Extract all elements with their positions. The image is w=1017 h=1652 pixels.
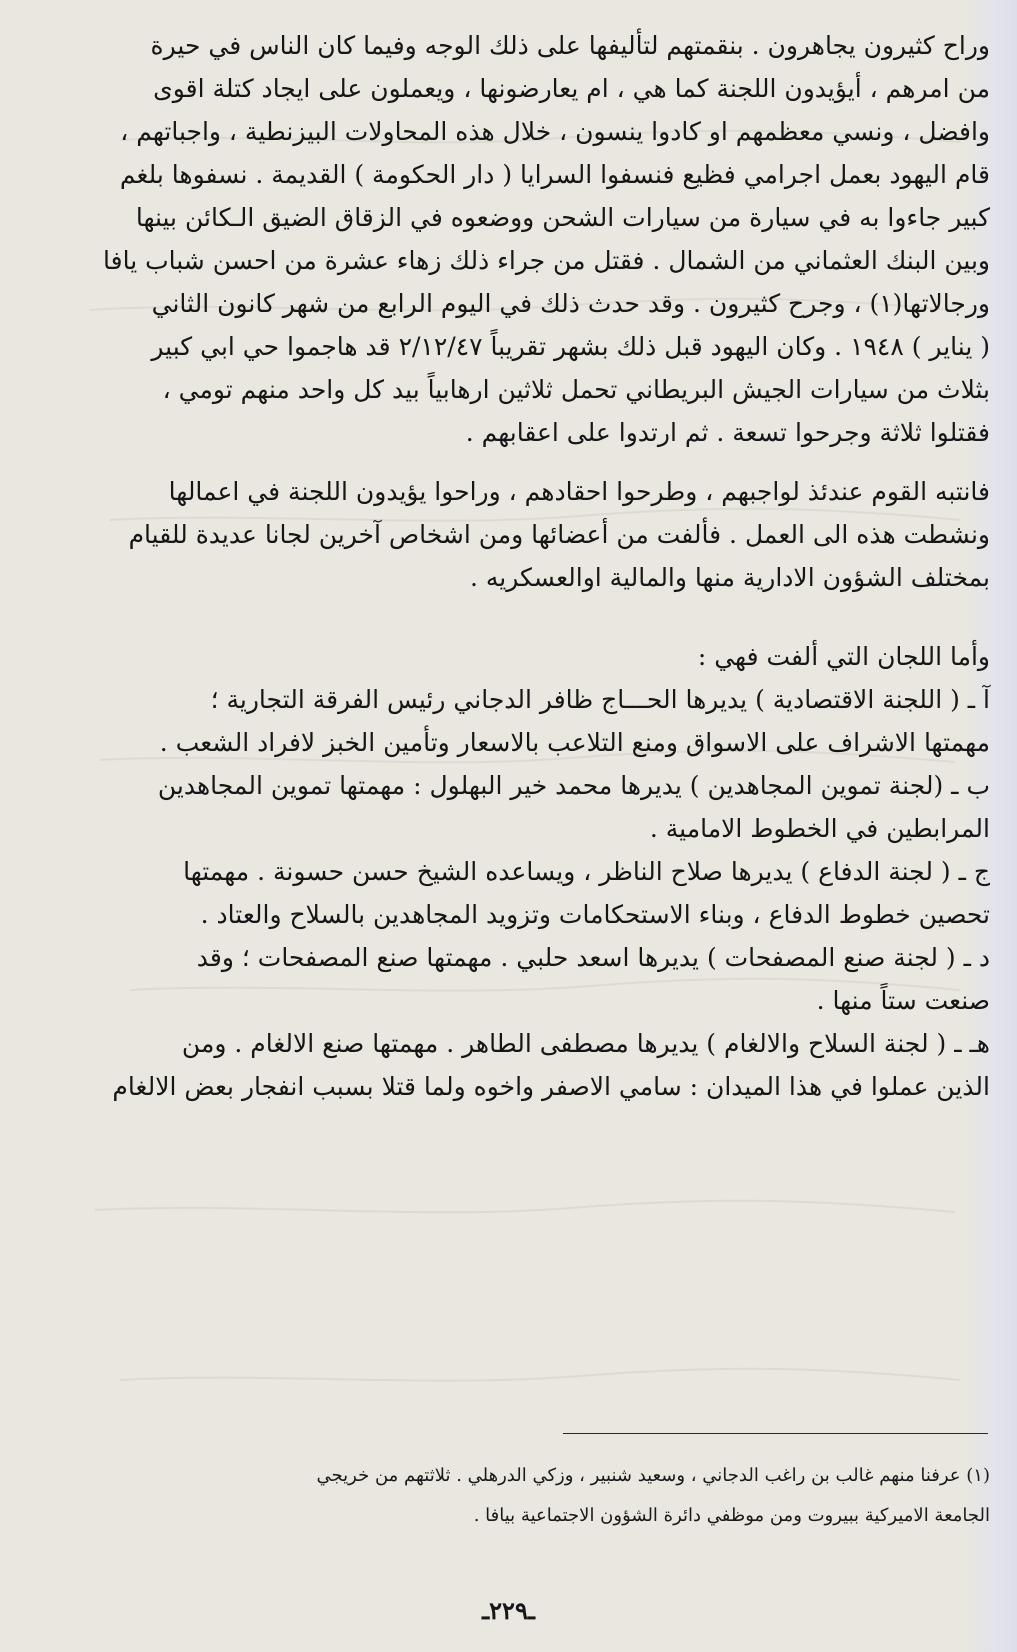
text-line: بمختلف الشؤون الادارية منها والمالية اوالعسكريه . [469,563,990,592]
text-line: الذين عملوا في هذا الميدان : سامي الاصفر واخوه ولما قتلا بسبب انفجار بعض الالغام [112,1072,990,1101]
text-line: وراح كثيرون يجاهرون . بنقمتهم لتأليفها على ذلك الوجه وفيما كان الناس في حيرة [150,31,990,60]
text-line: ب ـ (لجنة تموين المجاهدين ) يديرها محمد خير البهلول : مهمتها تموين المجاهدين [157,771,990,800]
text-line: ( يناير ) ١٩٤٨ . وكان اليهود قبل ذلك بشهر تقريباً ٢/١٢/٤٧ قد هاجموا حي ابي كبير [151,332,990,361]
text-line: ونشطت هذه الى العمل . فألفت من أعضائها ومن اشخاص آخرين لجانا عديدة للقيام [128,520,990,549]
text-line: كبير جاءوا به في سيارة من سيارات الشحن ووضعوه في الزقاق الضيق الـكائن بينها [135,203,990,232]
text-line: وأما اللجان التي ألفت فهي : [697,642,990,671]
list-item-supply-committee [40,764,990,850]
footnote-line: (١) عرفنا منهم غالب بن راغب الدجاني ، وسعيد شنبير ، وزكي الدرهلي . ثلاثتهم من خريجي [316,1465,990,1486]
paragraph-intro [40,24,990,454]
list-item-armored-cars-committee [40,936,990,1022]
list-item-economic-committee [40,678,990,764]
text-line: د ـ ( لجنة صنع المصفحات ) يديرها اسعد حلبي . مهمتها صنع المصفحات ؛ وقد [196,943,990,972]
footnote-separator [563,1433,988,1434]
footnote [40,1456,990,1536]
text-line: مهمتها الاشراف على الاسواق ومنع التلاعب بالاسعار وتأمين الخبز لافراد الشعب . [159,728,990,757]
text-line: ج ـ ( لجنة الدفاع ) يديرها صلاح الناظر ، ويساعده الشيخ حسن حسونة . مهمتها [183,857,990,886]
text-line: ورجالاتها(١) ، وجرح كثيرون . وقد حدث ذلك في اليوم الرابع من شهر كانون الثاني [151,289,990,318]
list-item-weapons-mines-committee [40,1022,990,1108]
body-text [40,24,990,1108]
text-line: تحصين خطوط الدفاع ، وبناء الاستحكامات وتزويد المجاهدين بالسلاح والعتاد . [200,900,990,929]
text-line: وافضل ، ونسي معظمهم او كادوا ينسون ، خلال هذه المحاولات البيزنطية ، واجباتهم ، [120,117,990,146]
list-item-defense-committee [40,850,990,936]
text-line: وبين البنك العثماني من الشمال . فقتل من جراء ذلك زهاء عشرة من احسن شباب يافا [103,246,990,275]
text-line: هـ ـ ( لجنة السلاح والالغام ) يديرها مصطفى الطاهر . مهمتها صنع الالغام . ومن [181,1029,990,1058]
text-line: فانتبه القوم عندئذ لواجبهم ، وطرحوا احقادهم ، وراحوا يؤيدون اللجنة في اعمالها [168,477,990,506]
footnote-line: الجامعة الاميركية ببيروت ومن موظفي دائرة الشؤون الاجتماعية بيافا . [473,1505,990,1526]
text-line: فقتلوا ثلاثة وجرحوا تسعة . ثم ارتدوا على اعقابهم . [465,418,990,447]
text-line: بثلاث من سيارات الجيش البريطاني تحمل ثلاثين ارهابياً بيد كل واحد منهم تومي ، [162,375,990,404]
text-line: قام اليهود بعمل اجرامي فظيع فنسفوا السرايا ( دار الحكومة ) القديمة . نسفوها بلغم [119,160,990,189]
page-number: ـ٢٢٩ـ [482,1596,535,1625]
text-line: المرابطين في الخطوط الامامية . [649,814,990,843]
text-line: صنعت ستاً منها . [816,986,990,1015]
text-line: من امرهم ، أيؤيدون اللجنة كما هي ، ام يعارضونها ، ويعملون على ايجاد كتلة اقوى [153,74,990,103]
paragraph-committees-heading [40,635,990,678]
text-line: آ ـ ( اللجنة الاقتصادية ) يديرها الحـــاج ظافر الدجاني رئيس الفرقة التجارية ؛ [210,685,990,714]
paragraph-committee-formation [40,470,990,599]
